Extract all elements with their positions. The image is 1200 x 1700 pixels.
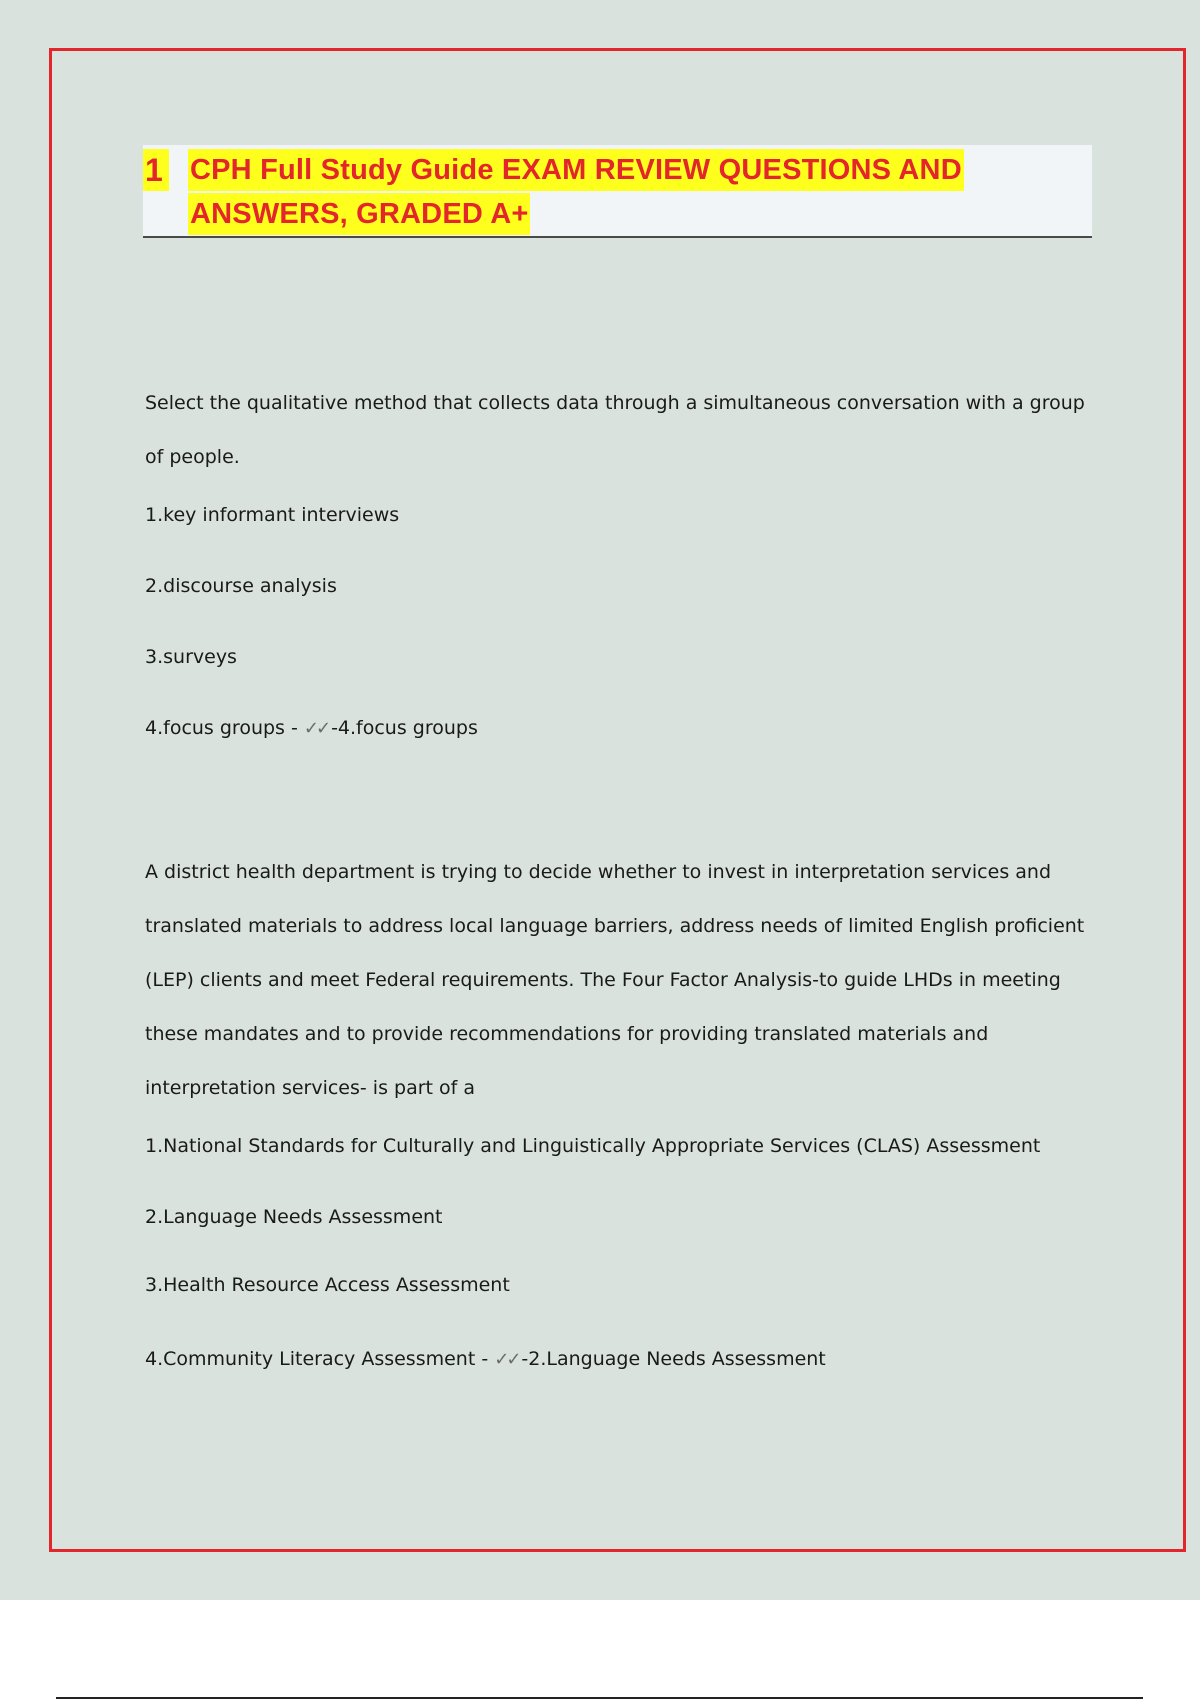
question-2-option-3: 3.Health Resource Access Assessment	[145, 1274, 510, 1296]
question-2-option-4-line	[145, 1346, 1105, 1373]
footer-divider	[56, 1697, 1143, 1699]
double-check-icon: ✓✓	[303, 718, 329, 739]
question-2-text: A district health department is trying to decide whether to invest in interpretation services and translated materials to address local language barriers, address needs of limited English proficient (LEP) clients and meet Federal requirements. The Four Factor Analysis-to guide LHDs in meeting these mandates and to provide recommendations for providing translated materials and interpretation services- is part of a	[145, 861, 1085, 1099]
question-2-option-1: 1.National Standards for Culturally and Linguistically Appropriate Services (CLAS) Assessment	[145, 1135, 1041, 1157]
heading-line-2: ANSWERS, GRADED A+	[188, 193, 530, 235]
question-1-option-2: 2.discourse analysis	[145, 575, 337, 597]
question-1-option-3: 3.surveys	[145, 646, 237, 668]
question-2-answer: -2.Language Needs Assessment	[521, 1348, 826, 1370]
heading-number: 1	[143, 149, 169, 191]
question-1-option-4: 4.focus groups -	[145, 717, 304, 739]
double-check-icon: ✓✓	[494, 1349, 519, 1370]
question-1-text: Select the qualitative method that collects data through a simultaneous conversation with a group of people.	[145, 392, 1085, 468]
question-2-option-2: 2.Language Needs Assessment	[145, 1206, 443, 1228]
document-body	[145, 376, 1105, 1373]
heading-line-1: CPH Full Study Guide EXAM REVIEW QUESTIONS AND	[188, 149, 964, 191]
question-1-answer: -4.focus groups	[331, 717, 478, 739]
document-heading	[143, 145, 1092, 238]
question-2-option-4: 4.Community Literacy Assessment -	[145, 1348, 495, 1370]
question-1-option-1: 1.key informant interviews	[145, 504, 400, 526]
question-1-option-4-line	[145, 715, 1105, 742]
